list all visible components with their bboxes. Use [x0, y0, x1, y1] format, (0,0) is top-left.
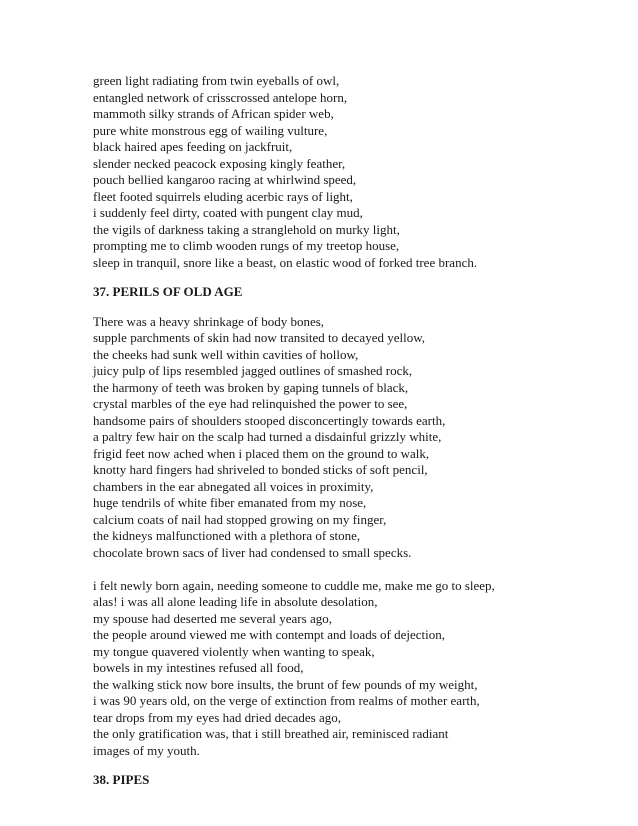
poem-line: sleep in tranquil, snore like a beast, on elastic wood of forked tree branch. — [93, 254, 478, 270]
poem-line: the cheeks had sunk well within cavities of hollow, — [93, 346, 359, 362]
poem-line: huge tendrils of white fiber emanated from my nose, — [93, 495, 367, 510]
poem-line: frigid feet now ached when i placed them on the ground to walk, — [93, 445, 430, 461]
poem-line: the people around viewed me with contempt and loads of dejection, — [93, 627, 445, 642]
poem-line: the only gratification was, that i still breathed air, reminisced radiant — [93, 726, 449, 741]
poem-line: i felt newly born again, needing someone to cuddle me, make me go to sleep, — [93, 577, 495, 593]
poem-line: There was a heavy shrinkage of body bones, — [93, 313, 325, 329]
section-heading-37: 37. PERILS OF OLD AGE — [93, 284, 243, 299]
poem-line: alas! i was all alone leading life in absolute desolation, — [93, 594, 378, 609]
poem-line: mammoth silky strands of African spider web, — [93, 106, 334, 121]
poem-line: i suddenly feel dirty, coated with pungent clay mud, — [93, 205, 363, 220]
poem-line: images of my youth. — [93, 742, 200, 758]
poem-line: supple parchments of skin had now transited to decayed yellow, — [93, 330, 426, 345]
poem-line: prompting me to climb wooden rungs of my treetop house, — [93, 238, 400, 253]
poem-line: knotty hard fingers had shriveled to bonded sticks of soft pencil, — [93, 462, 428, 477]
poem-line: slender necked peacock exposing kingly feather, — [93, 155, 346, 171]
poem-line: the harmony of teeth was broken by gaping tunnels of black, — [93, 379, 409, 395]
poem-line: entangled network of crisscrossed antelope horn, — [93, 89, 348, 105]
poem-line: bowels in my intestines refused all food, — [93, 660, 304, 675]
poem-line: the walking stick now bore insults, the brunt of few pounds of my weight, — [93, 676, 478, 692]
poem-line: crystal marbles of the eye had relinquished the power to see, — [93, 396, 408, 411]
poem-line: calcium coats of nail had stopped growing on my finger, — [93, 511, 387, 527]
poem-line: my tongue quavered violently when wanting to speak, — [93, 643, 375, 659]
stanza-spacer — [93, 561, 613, 578]
poem-stanza-2 — [93, 314, 613, 562]
poem-line: green light radiating from twin eyeballs of owl, — [93, 73, 340, 88]
poem-line: handsome pairs of shoulders stooped disconcertingly towards earth, — [93, 412, 446, 428]
document-page — [93, 73, 613, 802]
poem-line: the kidneys malfunctioned with a plethora of stone, — [93, 528, 361, 543]
poem-line: the vigils of darkness taking a stranglehold on murky light, — [93, 221, 400, 237]
poem-line: black haired apes feeding on jackfruit, — [93, 139, 293, 154]
section-heading-38: 38. PIPES — [93, 772, 150, 787]
poem-line: fleet footed squirrels eluding acerbic rays of light, — [93, 188, 353, 204]
poem-line: chambers in the ear abnegated all voices in proximity, — [93, 478, 374, 494]
poem-line: chocolate brown sacs of liver had condensed to small specks. — [93, 544, 412, 560]
poem-stanza-1 — [93, 73, 613, 271]
poem-line: pouch bellied kangaroo racing at whirlwind speed, — [93, 172, 357, 187]
poem-line: a paltry few hair on the scalp had turned a disdainful grizzly white, — [93, 429, 442, 444]
poem-line: my spouse had deserted me several years ago, — [93, 610, 332, 626]
poem-line: juicy pulp of lips resembled jagged outlines of smashed rock, — [93, 363, 413, 378]
poem-line: tear drops from my eyes had dried decades ago, — [93, 709, 341, 725]
poem-line: i was 90 years old, on the verge of extinction from realms of mother earth, — [93, 693, 480, 708]
poem-line: pure white monstrous egg of wailing vulture, — [93, 122, 328, 138]
poem-stanza-3 — [93, 578, 613, 760]
